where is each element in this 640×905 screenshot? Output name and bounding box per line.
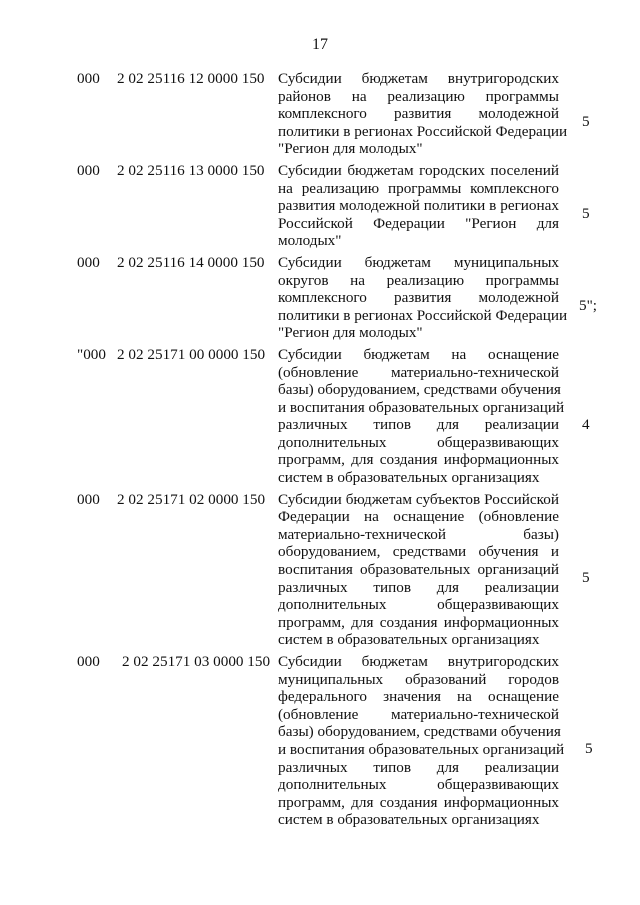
revenue-name-line: Субсидии бюджетам городских поселений: [278, 161, 559, 179]
revenue-name-line: молодых": [278, 232, 342, 250]
budget-classification-code: 2 02 25171 00 0000 150: [117, 345, 266, 363]
revenue-name-line: и воспитания образовательных организаций: [278, 398, 565, 416]
admin-code: 000: [77, 653, 100, 670]
revenue-name-line: Субсидии бюджетам внутригородских: [278, 70, 559, 87]
revenue-name: [278, 70, 568, 158]
revenue-name-line: программ, для создания информационных: [278, 613, 559, 631]
revenue-name-line: политики в регионах Российской Федерации: [278, 306, 568, 324]
revenue-name-line: программ, для создания информационных: [278, 451, 559, 469]
admin-code: "000: [77, 345, 106, 363]
revenue-name: [278, 491, 559, 649]
table-row: [0, 653, 640, 829]
revenue-name: [278, 253, 568, 342]
revenue-name-line: федерального значения на оснащение: [278, 688, 559, 706]
budget-classification-code: 2 02 25116 14 0000 150: [117, 253, 265, 271]
revenue-name-line: базы) оборудованием, средствами обучения: [278, 381, 561, 399]
admin-code: 000: [77, 70, 100, 87]
revenue-name-line: дополнительных общеразвивающих: [278, 433, 559, 451]
table-row: [0, 162, 640, 250]
revenue-name-line: Субсидии бюджетам муниципальных: [278, 253, 559, 271]
revenue-name-line: воспитания образовательных организаций: [278, 561, 559, 579]
amount-value: 5: [582, 569, 590, 587]
admin-code: 000: [77, 490, 100, 508]
revenue-name-line: дополнительных общеразвивающих: [278, 776, 559, 794]
revenue-name: [278, 162, 559, 250]
revenue-name-line: и воспитания образовательных организаций: [278, 740, 565, 758]
amount-value: 4: [582, 415, 590, 433]
budget-classification-code: 2 02 25116 12 0000 150: [117, 70, 265, 87]
revenue-name-line: районов на реализацию программы: [278, 87, 559, 105]
amount-value: 5: [582, 113, 590, 131]
revenue-name-line: систем в образовательных организациях: [278, 631, 540, 649]
budget-code-table: [0, 70, 640, 829]
revenue-name-line: Субсидии бюджетам на оснащение: [278, 345, 559, 363]
amount-value: 5: [582, 205, 590, 223]
table-row: [0, 70, 640, 158]
admin-code: 000: [77, 253, 100, 271]
revenue-name-line: систем в образовательных организациях: [278, 469, 540, 487]
revenue-name-line: (обновление материально-технической: [278, 705, 559, 723]
amount-value: 5";: [579, 297, 598, 315]
revenue-name-line: дополнительных общеразвивающих: [278, 596, 559, 614]
table-row: [0, 254, 640, 342]
revenue-name-line: комплексного развития молодежной: [278, 105, 559, 123]
revenue-name-line: комплексного развития молодежной: [278, 289, 559, 307]
revenue-name-line: различных типов для реализации: [278, 758, 559, 776]
amount-value: 5: [585, 740, 593, 758]
revenue-name-line: Федерации на оснащение (обновление: [278, 508, 559, 526]
revenue-name-line: муниципальных образований городов: [278, 670, 559, 688]
revenue-name-line: округов на реализацию программы: [278, 271, 559, 289]
revenue-name-line: "Регион для молодых": [278, 324, 423, 342]
revenue-name: [278, 345, 565, 487]
revenue-name-line: (обновление материально-технической: [278, 363, 559, 381]
revenue-name-line: различных типов для реализации: [278, 416, 559, 434]
revenue-name-line: Российской Федерации "Регион для: [278, 214, 559, 232]
admin-code: 000: [77, 161, 100, 179]
revenue-name-line: оборудованием, средствами обучения и: [278, 543, 559, 561]
revenue-name-line: программ, для создания информационных: [278, 793, 559, 811]
revenue-name-line: базы) оборудованием, средствами обучения: [278, 723, 561, 741]
budget-classification-code: 2 02 25171 03 0000 150: [122, 653, 271, 670]
revenue-name-line: систем в образовательных организациях: [278, 811, 540, 829]
revenue-name-line: развития молодежной политики в регионах: [278, 197, 559, 215]
revenue-name: [278, 653, 565, 829]
revenue-name-line: различных типов для реализации: [278, 578, 559, 596]
table-row: [0, 346, 640, 487]
budget-classification-code: 2 02 25116 13 0000 150: [117, 161, 265, 179]
revenue-name-line: материально-технической базы): [278, 525, 559, 543]
budget-classification-code: 2 02 25171 02 0000 150: [117, 490, 266, 508]
revenue-name-line: на реализацию программы комплексного: [278, 179, 559, 197]
revenue-name-line: политики в регионах Российской Федерации: [278, 122, 568, 140]
revenue-name-line: Субсидии бюджетам субъектов Российской: [278, 490, 559, 508]
revenue-name-line: "Регион для молодых": [278, 140, 423, 158]
revenue-name-line: Субсидии бюджетам внутригородских: [278, 653, 559, 670]
page-number: 17: [312, 36, 328, 53]
table-row: [0, 491, 640, 649]
